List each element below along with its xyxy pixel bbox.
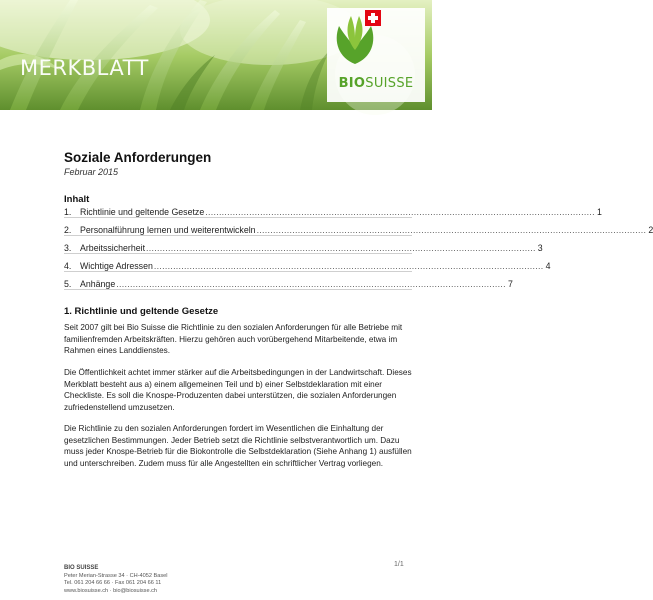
toc-heading: Inhalt [64, 194, 90, 205]
section-heading: 1. Richtlinie und geltende Gesetze [64, 306, 219, 317]
toc-item[interactable] [64, 225, 653, 236]
toc-item[interactable] [64, 261, 551, 272]
toc-leader-dots: .............................................................................................................................................. [146, 243, 536, 253]
document-date: Februar 2015 [64, 167, 119, 177]
logo-suisse: SUISSE [365, 76, 414, 91]
toc-item-label: Anhänge [80, 279, 116, 289]
bio-suisse-logo [327, 8, 425, 102]
toc-item-number: 2. [64, 225, 72, 235]
body-paragraph: Seit 2007 gilt bei Bio Suisse die Richtlinie zu den sozialen Anforderungen für alle Betriebe mit familienfremden Arbeitskräften. Hierzu gehören auch vorübergehend Mitarbeitende, etwa im Rahmen eines Landdienstes. [64, 323, 403, 356]
toc-leader-dots: .............................................................................................................................................. [205, 207, 595, 217]
knospe-bud-icon [327, 8, 383, 68]
table-of-contents [64, 207, 653, 297]
toc-item-number: 4. [64, 261, 72, 271]
toc-item-number: 5. [64, 279, 72, 289]
toc-item-page: 2 [648, 225, 653, 235]
page-number: 1/1 [394, 561, 404, 568]
toc-item-label: Wichtige Adressen [80, 261, 153, 271]
document-header [64, 150, 412, 178]
body-paragraph: Die Öffentlichkeit achtet immer stärker auf die Arbeitsbedingungen in der Landwirtschaft. Dieses Merkblatt besteht aus a) einem allgemeinen Teil und b) einer Selbstdeklaration mit einer Checkliste. Es soll die Knospe-Produzenten dabei unterstützen, die sozialen Anforderungen zufriedenstellend umzusetzen. [64, 368, 412, 412]
banner-title: MERKBLATT [20, 56, 149, 80]
toc-item-page: 1 [596, 207, 602, 217]
toc-item-number: 1. [64, 207, 72, 217]
toc-item[interactable] [64, 207, 602, 218]
toc-item-page: 4 [545, 261, 551, 271]
toc-item-number: 3. [64, 243, 72, 253]
body-paragraph: Die Richtlinie zu den sozialen Anforderungen fordert im Wesentlichen die Einhaltung der gesetzlichen Bestimmungen. Jeder Betrieb setzt die Richtlinie selbstverantwortlich um. Dazu muss jeder Knospe-Betrieb für die Biokontrolle die Selbstdeklaration (Siehe Anhang 1) ausfüllen und unterschreiben. Zudem muss für alle Angestellten ein schriftlicher Vertrag vorliegen. [64, 424, 412, 468]
toc-item-label: Richtlinie und geltende Gesetze [80, 207, 205, 217]
toc-item-label: Arbeitssicherheit [80, 243, 146, 253]
toc-leader-dots: .............................................................................................................................................. [256, 225, 647, 235]
toc-item[interactable] [64, 279, 513, 290]
toc-leader-dots: .............................................................................................................................................. [153, 261, 544, 271]
footer-org: BIO SUISSE [64, 565, 99, 571]
logo-bio: BIO [338, 76, 366, 91]
document-title: Soziale Anforderungen [64, 150, 212, 165]
footer-web: www.biosuisse.ch · bio@biosuisse.ch [64, 587, 158, 594]
footer-address [64, 565, 168, 595]
logo-wordmark [327, 76, 425, 91]
header-banner [0, 0, 432, 110]
toc-leader-dots: .............................................................................................................................................. [116, 279, 506, 289]
toc-item-page: 7 [507, 279, 513, 289]
footer-street: Peter Merian-Strasse 34 · CH-4052 Basel [64, 572, 168, 579]
toc-item-page: 3 [537, 243, 543, 253]
footer-phone: Tel. 061 204 66 66 · Fax 061 204 66 11 [64, 580, 162, 587]
toc-item-label: Personalführung lernen und weiterentwickeln [80, 225, 256, 235]
toc-item[interactable] [64, 243, 543, 254]
